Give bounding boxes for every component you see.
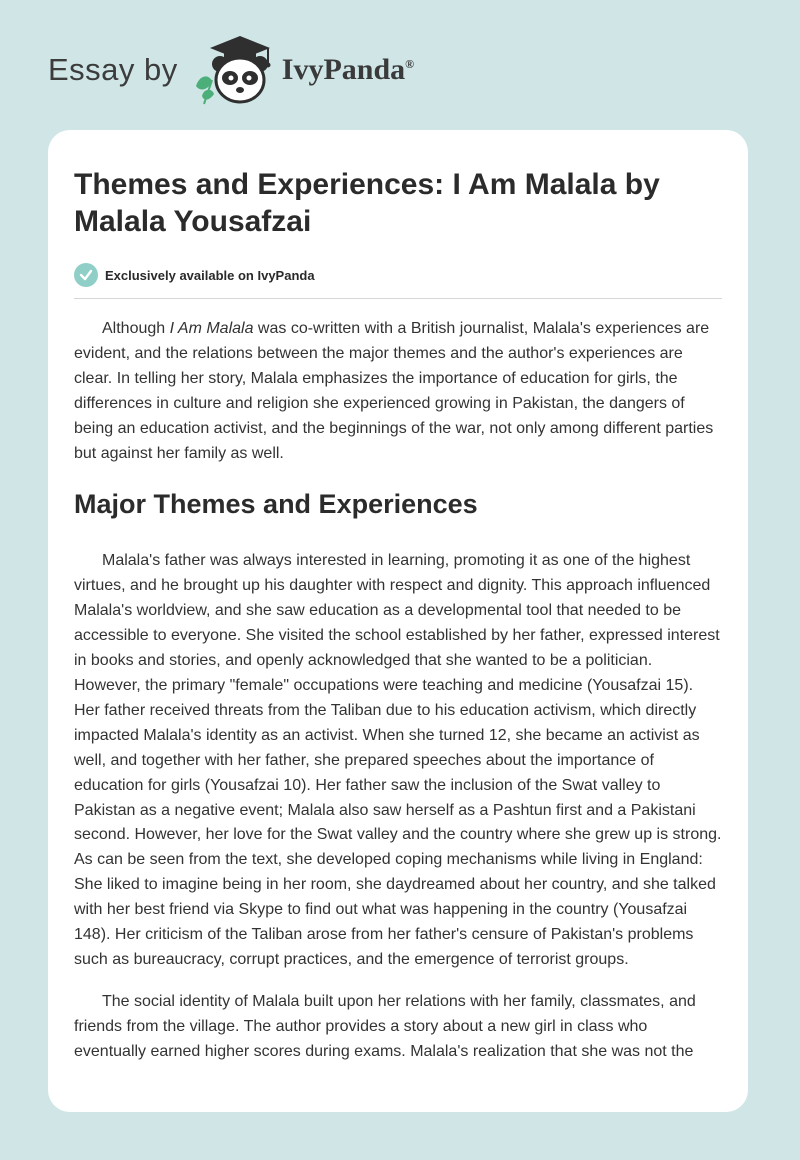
essay-card [48,130,748,1112]
essay-by-label: Essay by [48,52,178,87]
divider [74,298,722,299]
book-title: I Am Malala [169,320,254,337]
intro-paragraph: Although I Am Malala was co-written with a British journalist, Malala's experiences are evident, and the relations between the major themes and the author's experiences are clear. In telling her story, Malala emphasizes the importance of education for girls, the differences in culture and religion she experienced growing in Pakistan, the dangers of being an education activist, and the beginnings of the war, not only among different parties but against her family as well. [74,320,714,462]
ivypanda-logo-icon [190,34,278,106]
check-icon [74,263,98,287]
site-header [48,38,414,102]
exclusive-badge [74,262,722,288]
section-heading: Major Themes and Experiences [74,489,478,520]
badge-label: Exclusively available on IvyPanda [105,267,315,283]
body-paragraph: Malala's father was always interested in learning, promoting it as one of the highest virtues, and he brought up his daughter with respect and dignity. This approach influenced Malala's worldview, and she saw education as a developmental tool that needed to be accessible to everyone. She visited the school established by her father, expressed interest in books and stories, and openly acknowledged that she wanted to be a politician. However, the primary "female" occupations were teaching and medicine (Yousafzai 15). Her father received threats from the Taliban due to his education activism, which directly impacted Malala's identity as an activist. When she turned 12, she became an activist as well, and together with her father, she prepared speeches about the importance of education for girls (Yousafzai 10). Her father saw the inclusion of the Swat valley to Pakistan as a negative event; Malala also saw herself as a Pashtun first and a Pakistani second. However, her love for the Swat valley and the country where she grew up is strong. As can be seen from the text, she developed coping mechanisms while living in England: She liked to imagine being in her room, she daydreamed about her country, and she talked with her best friend via Skype to find out what was happening in the country (Yousafzai 148). Her criticism of the Taliban arose from her father's censure of Pakistan's problems such as bureaucracy, corrupt practices, and the emergence of terrorist groups. [74,552,722,968]
brand-name[interactable]: IvyPanda® [281,53,415,86]
page-title: Themes and Experiences: I Am Malala by Malala Yousafzai [74,168,660,238]
registered-mark: ® [405,57,415,71]
body-paragraph: The social identity of Malala built upon her relations with her family, classmates, and friends from the village. The author provides a story about a new girl in class who eventually earned higher scores during exams. Malala's realization that she was not the [74,992,696,1060]
